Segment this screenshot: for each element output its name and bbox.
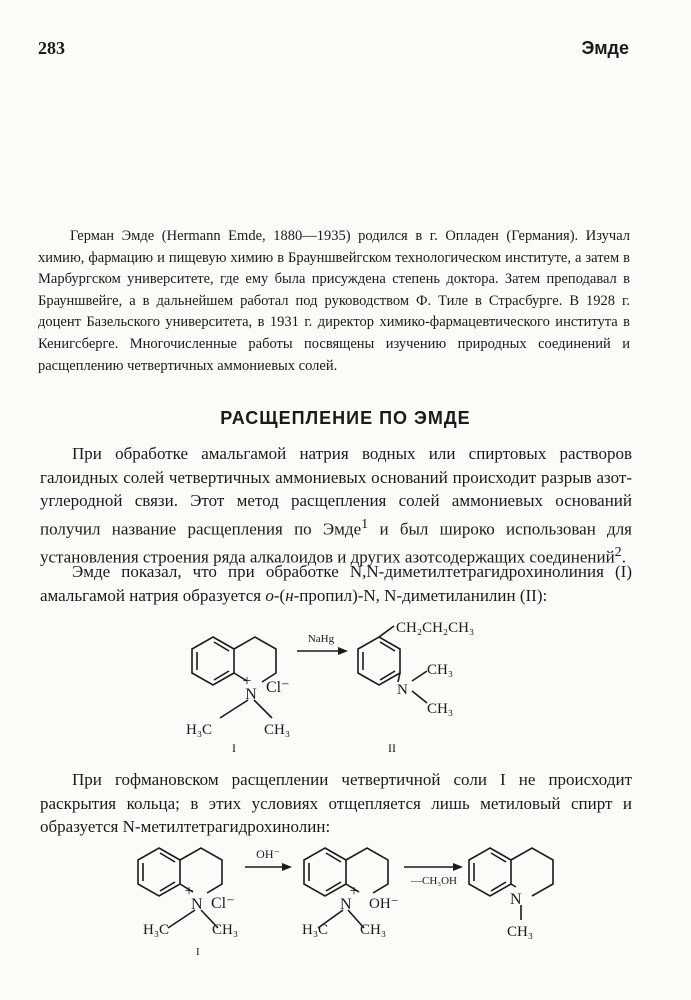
biography-note xyxy=(38,226,630,377)
italic-o-prefix: о xyxy=(265,585,274,605)
paragraph-hofmann: При гофмановском расщеплении четвертичной соли I не происходит раскрытия кольца; в этих условиях отщепляется лишь метиловый спирт и образуется N-метилтетрагидрохинолин: xyxy=(40,770,632,837)
biography-text: Герман Эмде (Hermann Emde, 1880—1935) родился в г. Опладен (Германия). Изучал химию, фармацию и пищевую химию в Брауншвейгском технологическом институте, а затем в Марбургском университете, где ему была присуждена степень доктора. Затем преподавал в Брауншвейге, а в дальнейшем работал под руководством Ф. Тиле в Страсбурге. В 1928 г. доцент Базельского университета, в 1931 г. директор химико-фармацевтического института в Кенигсберге. Многочисленные работы посвящены изучению природных соединений и расщеплению четвертичных аммониевых солей. xyxy=(38,228,630,374)
reagent-nahg: NaHg xyxy=(307,633,335,645)
methyl-lower-II: CH₃ xyxy=(427,701,454,717)
compound-II-structure xyxy=(358,626,427,703)
running-head: Эмде xyxy=(581,38,629,58)
page-number: 283 xyxy=(38,38,65,58)
reagent-hydroxide: OH⁻ xyxy=(256,847,280,861)
reagent-methanol-loss: —CH₃OH xyxy=(410,875,458,887)
methyl-h3c-hydroxide: H₃C xyxy=(302,922,329,938)
footnote-ref-1: 1 xyxy=(361,516,369,533)
n-methyl-thq-structure xyxy=(469,848,553,920)
plus-hydroxide-salt: + xyxy=(349,883,359,900)
chloride-anion: Cl⁻ xyxy=(266,679,290,696)
hydroxide-salt-structure xyxy=(304,848,388,928)
methyl-h3c-salt: H₃C xyxy=(143,922,170,938)
paragraph-emde-part-b: -( xyxy=(273,585,286,605)
italic-n-prefix: н xyxy=(285,585,294,605)
methyl-h3c-I: H₃C xyxy=(186,722,213,738)
quaternary-plus: + xyxy=(242,673,252,690)
methyl-product: CH₃ xyxy=(507,924,534,940)
methyl-upper-II: CH₃ xyxy=(427,662,454,678)
reaction-scheme-emde xyxy=(0,610,691,760)
methyl-ch3-I: CH₃ xyxy=(264,722,291,738)
reaction-arrow-1 xyxy=(297,647,348,655)
hydroxide-anion: OH⁻ xyxy=(369,896,399,912)
nitrogen-label-salt: N xyxy=(191,896,203,913)
nitrogen-label-hydroxide-salt: N xyxy=(340,896,352,913)
compound-I-structure xyxy=(192,637,276,718)
reaction-scheme-hofmann xyxy=(0,830,691,960)
paragraph-emde-part-a: Эмде показал, что при обработке N,N-диметилтетрагидрохинолиния (I) амальгамой натрия образуется xyxy=(40,562,632,605)
paragraph-emde-result xyxy=(40,560,632,607)
plus-salt: + xyxy=(184,883,194,900)
paragraph-emde-part-c: -пропил)-N, N-диметиланилин (II): xyxy=(293,585,548,605)
footnote-ref-2: 2 xyxy=(614,544,622,561)
nitrogen-label-II: N xyxy=(397,682,408,698)
nitrogen-label-I: N xyxy=(245,686,257,703)
section-title: РАСЩЕПЛЕНИЕ ПО ЭМДЕ xyxy=(220,408,471,428)
methyl-ch3-hydroxide: CH₃ xyxy=(360,922,387,938)
reaction-arrow-2 xyxy=(245,863,292,871)
paragraph-intro-part-c: . xyxy=(621,548,626,568)
paragraph-intro-part-a: При обработке амальгамой натрия водных или спиртовых растворов галоидных солей четвертичных аммониевых оснований происходит разрыв азот-углеродной связи. Этот метод расщепления солей аммониевых оснований получил название расщепления по Эмде xyxy=(40,444,632,539)
reaction-arrow-3 xyxy=(404,863,463,871)
compound-label-I: I xyxy=(232,741,236,755)
nitrogen-label-product: N xyxy=(510,891,522,908)
compound-label-I-2: I xyxy=(196,946,200,958)
propyl-chain: CH₂CH₂CH₃ xyxy=(396,620,475,636)
methyl-ch3-salt: CH₃ xyxy=(212,922,239,938)
salt-I-structure xyxy=(138,848,222,928)
paragraph-intro xyxy=(40,442,632,570)
paragraph-intro-part-b: и был широко использован для установления строения ряда алкалоидов и других азотсодержащих соединений xyxy=(40,519,632,568)
chloride-anion-2: Cl⁻ xyxy=(211,895,235,912)
compound-label-II: II xyxy=(388,741,396,755)
